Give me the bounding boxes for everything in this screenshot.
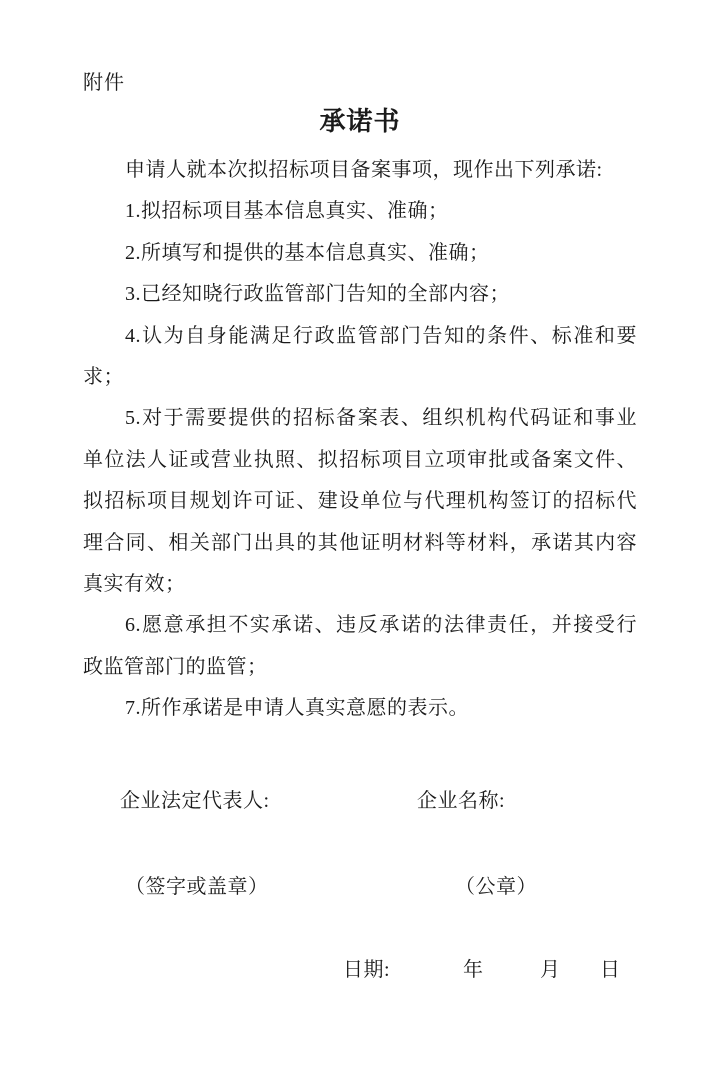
year-label: 年 — [463, 959, 484, 981]
intro-paragraph: 申请人就本次拟招标项目备案事项，现作出下列承诺: — [125, 159, 603, 181]
date-label: 日期: — [343, 959, 391, 981]
sign-or-seal-label: （签字或盖章） — [125, 876, 269, 898]
commitment-item-6: 6.愿意承担不实承诺、违反承诺的法律责任，并接受行 政监管部门的监管； — [83, 614, 637, 678]
company-name-label: 企业名称: — [417, 790, 506, 812]
legal-representative-label: 企业法定代表人: — [120, 790, 270, 812]
commitment-item-5: 5.对于需要提供的招标备案表、组织机构代码证和事业 单位法人证或营业执照、拟招标项目立项审批或备案文件、 拟招标项目规划许可证、建设单位与代理机构签订的招标代 理合同、相关部门出具的其他证明材料等材料，承诺其内容 真实有效； — [83, 407, 637, 596]
commitment-item-7: 7.所作承诺是申请人真实意愿的表示。 — [125, 697, 469, 720]
date-row — [83, 953, 637, 995]
month-label: 月 — [540, 959, 561, 981]
commitment-item-4: 4.认为自身能满足行政监管部门告知的条件、标准和要 求； — [83, 324, 637, 389]
seal-row — [83, 870, 637, 912]
document-body — [83, 150, 637, 730]
signature-row — [83, 784, 637, 826]
commitment-item-1: 1.拟招标项目基本信息真实、准确； — [125, 200, 449, 223]
page-title: 承诺书 — [319, 107, 401, 136]
attachment-label: 附件 — [83, 72, 125, 94]
commitment-item-2: 2.所填写和提供的基本信息真实、准确； — [125, 241, 490, 264]
official-seal-label: （公章） — [455, 876, 537, 898]
day-label: 日 — [600, 959, 621, 981]
commitment-item-3: 3.已经知晓行政监管部门告知的全部内容； — [125, 283, 510, 306]
